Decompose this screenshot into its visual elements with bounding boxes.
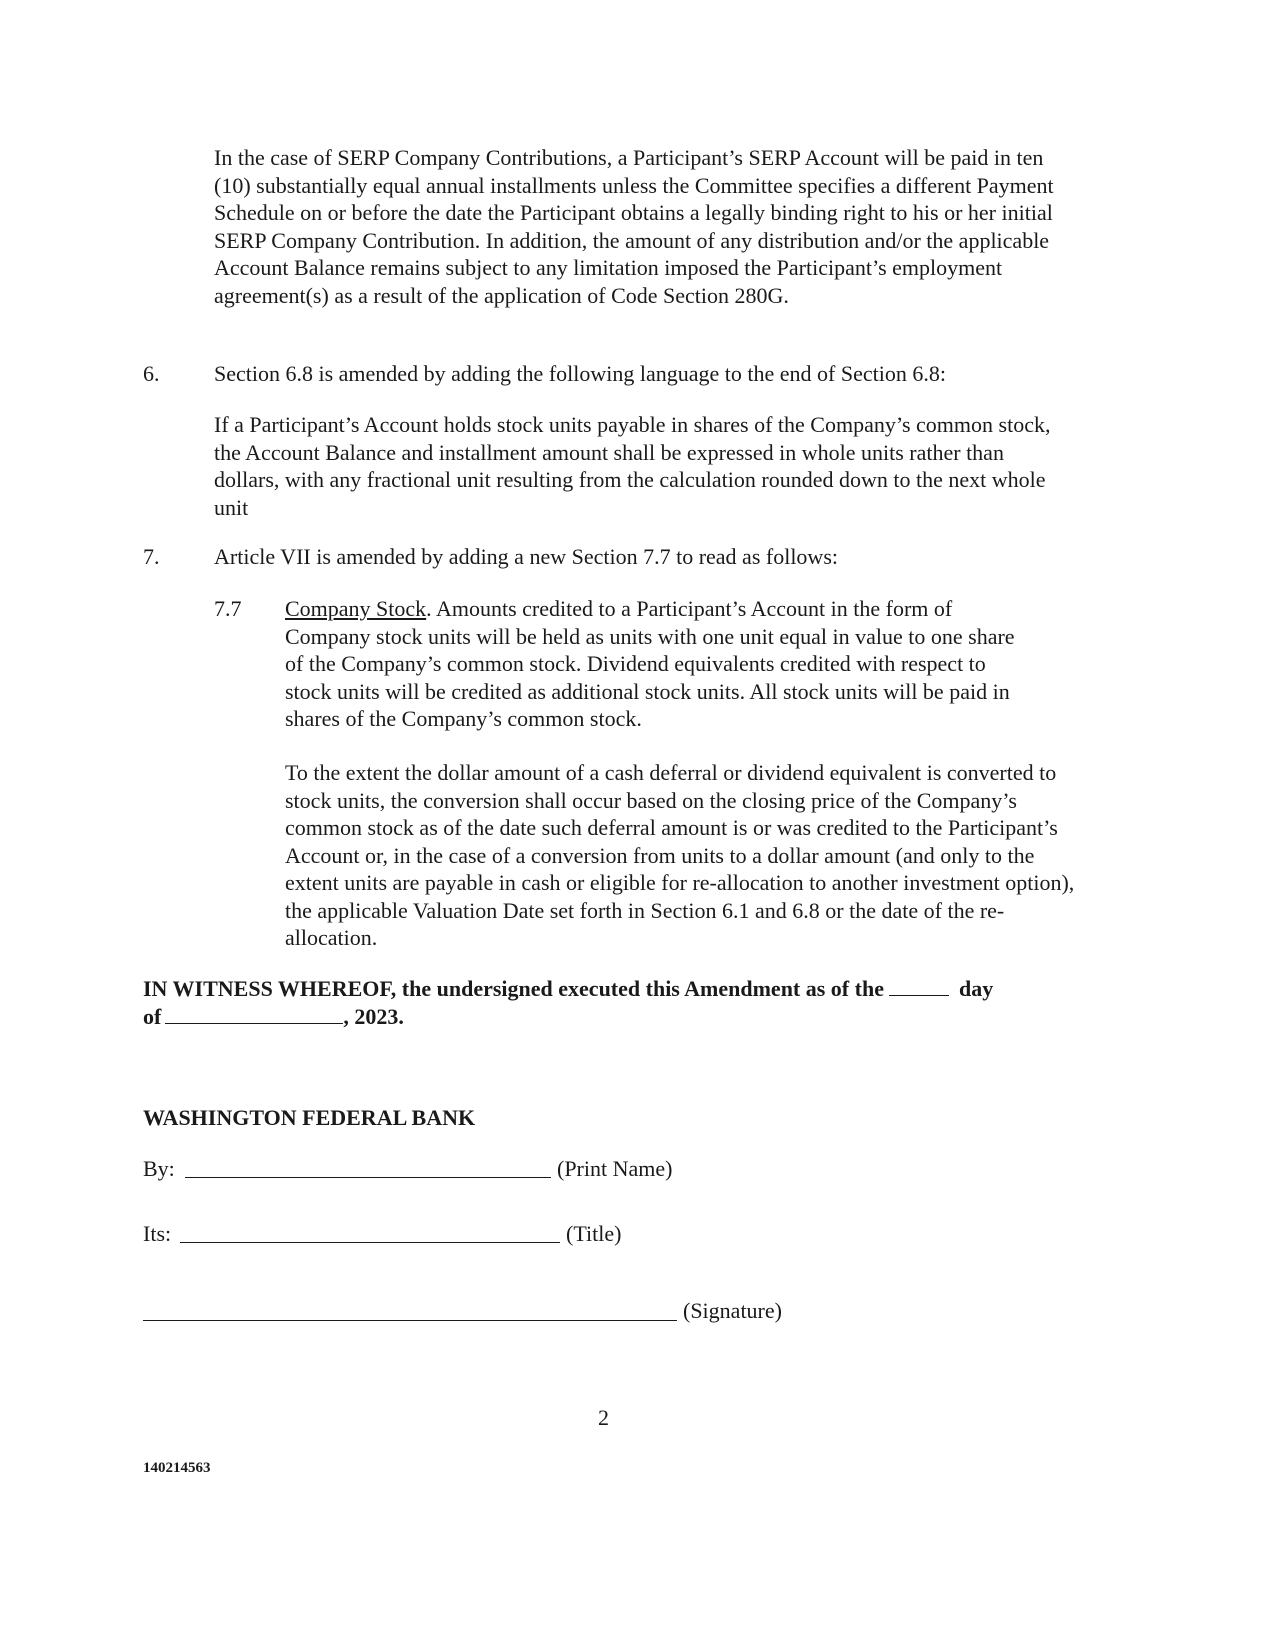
item-6-number: 6. xyxy=(143,361,160,386)
document-id: 140214563 xyxy=(143,1460,211,1476)
section-5-continuation: In the case of SERP Company Contributions, a Participant’s SERP Account will be paid in ten (10) substantially equal annual installments unless the Committee specifies a different Payment Schedule on or before the date the Participant obtains a legally binding right to his or her initial SERP Company Contribution. In addition, the amount of any distribution and/or the applicable Account Balance remains subject to any limitation imposed the Participant’s employment agreement(s) as a result of the application of Code Section 280G. xyxy=(214,145,1054,308)
title-line[interactable] xyxy=(180,1242,560,1243)
witness-text-2: day xyxy=(958,976,994,1001)
witness-text-4: , 2023. xyxy=(343,1003,404,1029)
its-label: Its: xyxy=(143,1221,172,1246)
company-name: WASHINGTON FEDERAL BANK xyxy=(143,1105,476,1130)
section-7-7-text: . Amounts credited to a Participant’s Account in the form of Company stock units will be held as units with one unit equal in value to one share of the Company’s common stock. Dividend equivalents credited with respect to stock units will be credited as additional stock units. All stock units will be paid in shares of the Company’s common stock. xyxy=(285,596,1015,731)
section-7-7-number: 7.7 xyxy=(214,596,242,621)
section-7-7-paragraph-2: To the extent the dollar amount of a cash deferral or dividend equivalent is converted to stock units, the conversion shall occur based on the closing price of the Company’s common stock as of the date such deferral amount is or was credited to the Participant’s Account or, in the case of a conversion from units to a dollar amount (and only to the extent units are payable in cash or eligible for re-allocation to another investment option), the applicable Valuation Date set forth in Section 6.1 and 6.8 or the date of the re-allocation. xyxy=(285,760,1075,950)
title-label: (Title) xyxy=(566,1221,622,1246)
section-7-7-body xyxy=(285,595,1030,733)
day-blank[interactable] xyxy=(889,977,949,996)
section-7-7-heading: Company Stock xyxy=(285,596,427,621)
witness-line-2 xyxy=(143,1003,1073,1031)
witness-text-3: of xyxy=(143,1003,162,1029)
witness-line-1 xyxy=(143,975,1073,1003)
print-name-label: (Print Name) xyxy=(557,1156,673,1181)
item-7-number: 7. xyxy=(143,544,160,569)
month-blank[interactable] xyxy=(165,1005,343,1024)
signature-line[interactable] xyxy=(143,1320,677,1321)
print-name-line[interactable] xyxy=(185,1177,551,1178)
signature-label: (Signature) xyxy=(683,1298,782,1323)
item-7-text: Article VII is amended by adding a new Section 7.7 to read as follows: xyxy=(214,544,838,569)
page-number: 2 xyxy=(598,1405,609,1430)
witness-text-1: IN WITNESS WHEREOF, the undersigned executed this Amendment as of the xyxy=(143,976,884,1001)
item-6-body: If a Participant’s Account holds stock units payable in shares of the Company’s common stock, the Account Balance and installment amount shall be expressed in whole units rather than dollars, with any fractional unit resulting from the calculation rounded down to the next whole unit xyxy=(214,412,1051,520)
by-label: By: xyxy=(143,1156,175,1181)
item-6-text: Section 6.8 is amended by adding the following language to the end of Section 6.8: xyxy=(214,361,946,386)
witness-clause xyxy=(143,975,1073,1030)
